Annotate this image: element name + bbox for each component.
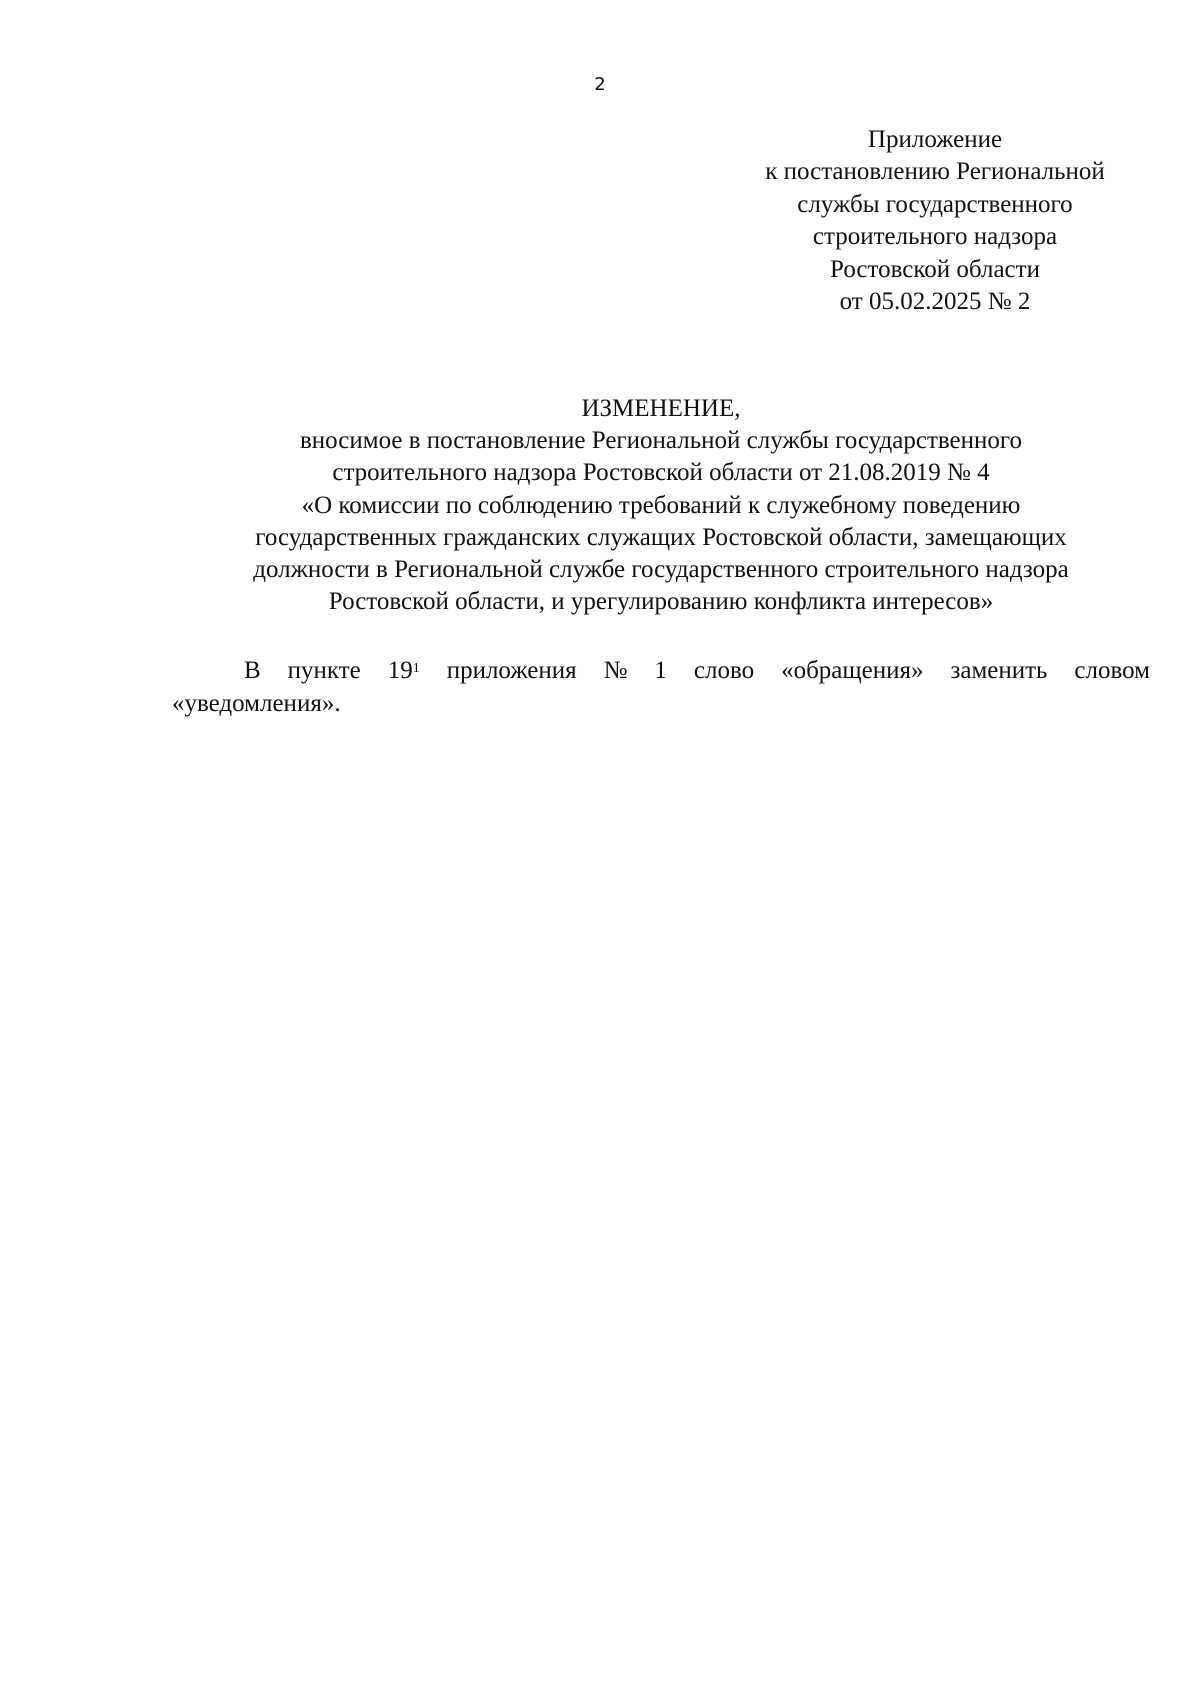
- paragraph-clause-number: [388, 654, 420, 687]
- paragraph-word: 19: [387, 657, 413, 684]
- paragraph-word: 1: [654, 657, 667, 684]
- document-heading: [172, 393, 1150, 618]
- heading-line: «О комиссии по соблюдению требований к служебному поведению: [301, 491, 1021, 519]
- body-paragraph: [172, 654, 1150, 720]
- paragraph-word: словом: [1074, 657, 1150, 684]
- heading-line: должности в Региональной службе государственного строительного надзора: [253, 556, 1069, 584]
- paragraph-line-2: «уведомления».: [172, 690, 341, 717]
- clause-superscript: 1: [412, 661, 420, 676]
- appendix-line: Приложение: [867, 126, 1003, 153]
- appendix-line: к постановлению Региональной: [765, 158, 1105, 186]
- paragraph-word: «обращения»: [781, 657, 924, 684]
- paragraph-word: заменить: [950, 657, 1048, 684]
- appendix-block: [730, 124, 1140, 318]
- paragraph-word: пункте: [287, 657, 361, 684]
- appendix-line: от 05.02.2025 № 2: [839, 288, 1031, 316]
- heading-title: ИЗМЕНЕНИЕ,: [581, 395, 741, 422]
- heading-line: государственных гражданских служащих Ростовской области, замещающих: [255, 523, 1067, 551]
- paragraph-word: №: [603, 657, 628, 684]
- page-number: 2: [594, 74, 606, 95]
- paragraph-word: слово: [693, 657, 755, 684]
- paragraph-word: приложения: [446, 657, 577, 684]
- heading-line: Ростовской области, и урегулированию конфликта интересов»: [328, 588, 994, 616]
- heading-line: вносимое в постановление Региональной службы государственного: [299, 427, 1023, 455]
- appendix-line: Ростовской области: [830, 255, 1040, 283]
- heading-line: строительного надзора Ростовской области от 21.08.2019 № 4: [332, 459, 990, 487]
- paragraph-word: В: [244, 657, 261, 684]
- paragraph-line-1: [172, 654, 1150, 687]
- appendix-line: строительного надзора: [812, 223, 1058, 251]
- appendix-line: службы государственного: [797, 190, 1073, 218]
